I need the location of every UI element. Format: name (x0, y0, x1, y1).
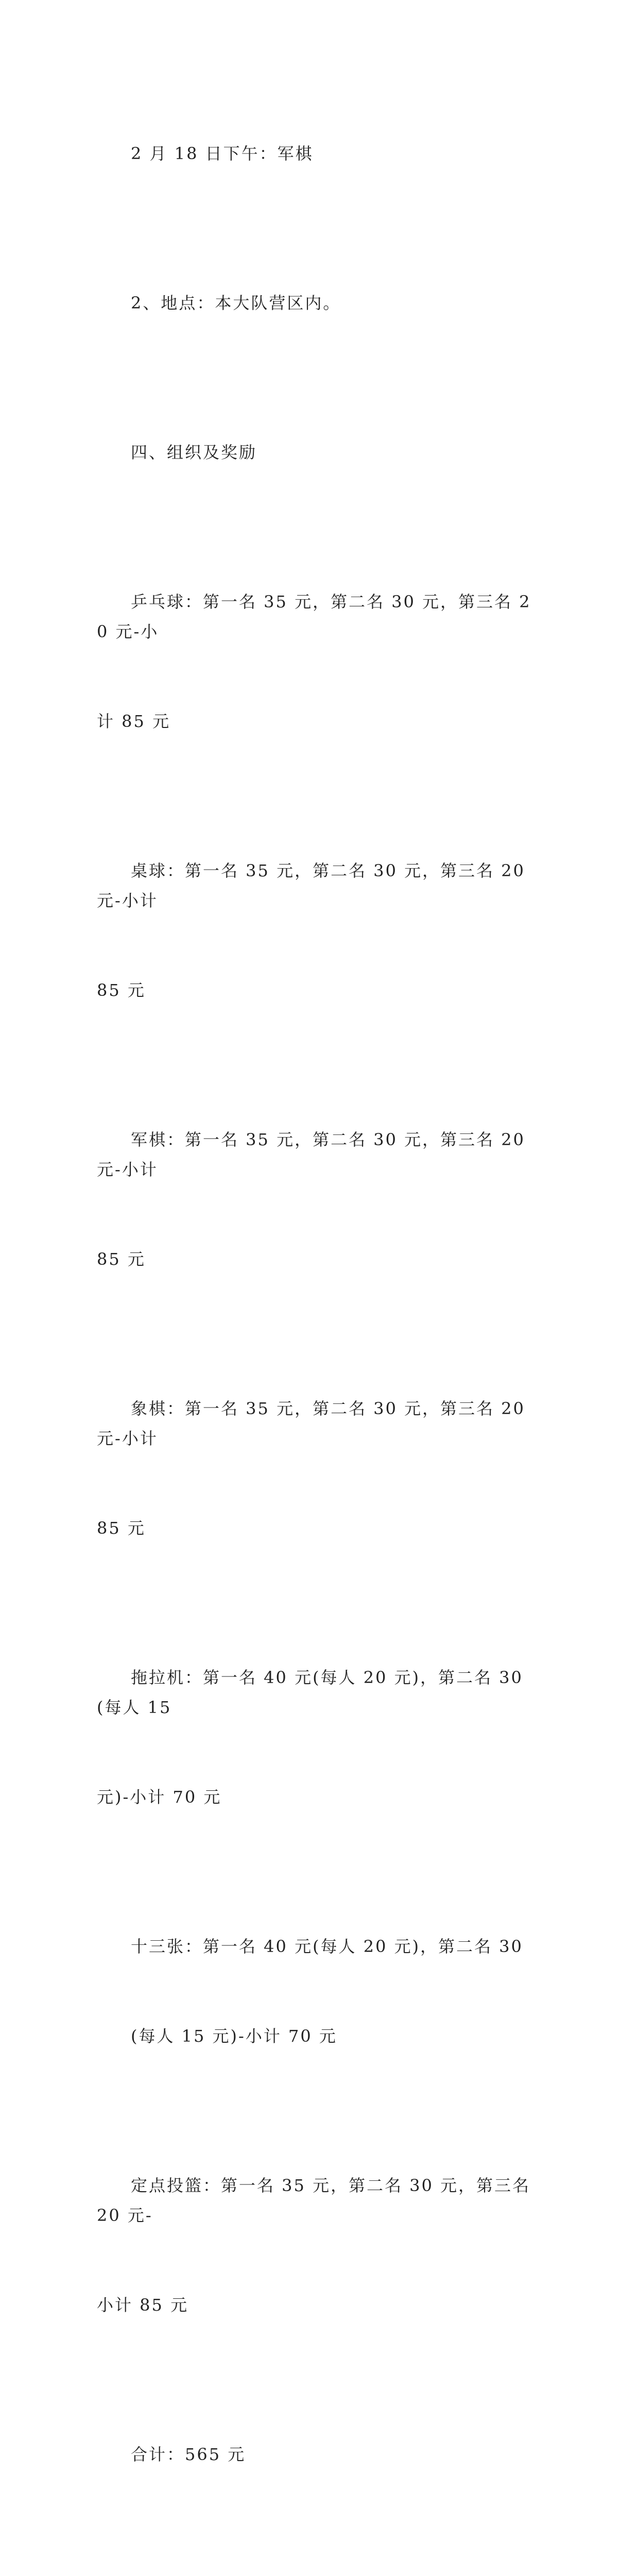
text-line: 乒乓球：第一名 35 元，第二名 30 元，第三名 20 元-小 (97, 592, 531, 641)
text-line: 桌球：第一名 35 元，第二名 30 元，第三名 20 元-小计 (97, 861, 532, 910)
paragraph-chinese-chess (97, 1334, 541, 1603)
paragraph-free-throw (97, 2111, 541, 2380)
text-line: 象棋：第一名 35 元，第二名 30 元，第三名 20 元-小计 (97, 1399, 532, 1448)
text-line: 拖拉机：第一名 40 元(每人 20 元)，第二名 30(每人 15 (97, 1668, 523, 1717)
paragraph-thirteen-cards (97, 1872, 541, 2111)
text-line-continued: 85 元 (97, 1518, 146, 1538)
paragraph-location (97, 228, 541, 378)
text-line: 十三张：第一名 40 元(每人 20 元)，第二名 30 (131, 1937, 523, 1956)
text-line: 军棋：第一名 35 元，第二名 30 元，第三名 20 元-小计 (97, 1130, 532, 1179)
heading-text: 四、组织及奖励 (131, 443, 257, 462)
text-line-continued: 计 85 元 (97, 711, 171, 731)
paragraph-table-tennis (97, 527, 541, 796)
section-heading (97, 378, 541, 527)
text-line-continued: (每人 15 元)-小计 70 元 (131, 2026, 337, 2046)
text-line-continued: 元)-小计 70 元 (97, 1787, 222, 1807)
paragraph-organizers (97, 2529, 541, 2576)
paragraph-billiards (97, 796, 541, 1065)
text-line-continued: 85 元 (97, 980, 146, 1000)
paragraph-total (97, 2380, 541, 2529)
paragraph-army-chess (97, 1065, 541, 1334)
text-line: 2 月 18 日下午：军棋 (131, 144, 314, 163)
text-line: 合计：565 元 (131, 2445, 246, 2464)
text-line: 2、地点：本大队营区内。 (131, 293, 341, 313)
text-line-continued: 小计 85 元 (97, 2295, 189, 2315)
document-page (97, 79, 541, 2576)
text-line-continued: 85 元 (97, 1249, 146, 1269)
paragraph-date (97, 79, 541, 228)
text-line: 定点投篮：第一名 35 元，第二名 30 元，第三名 20 元- (97, 2176, 538, 2225)
paragraph-tractor (97, 1603, 541, 1872)
